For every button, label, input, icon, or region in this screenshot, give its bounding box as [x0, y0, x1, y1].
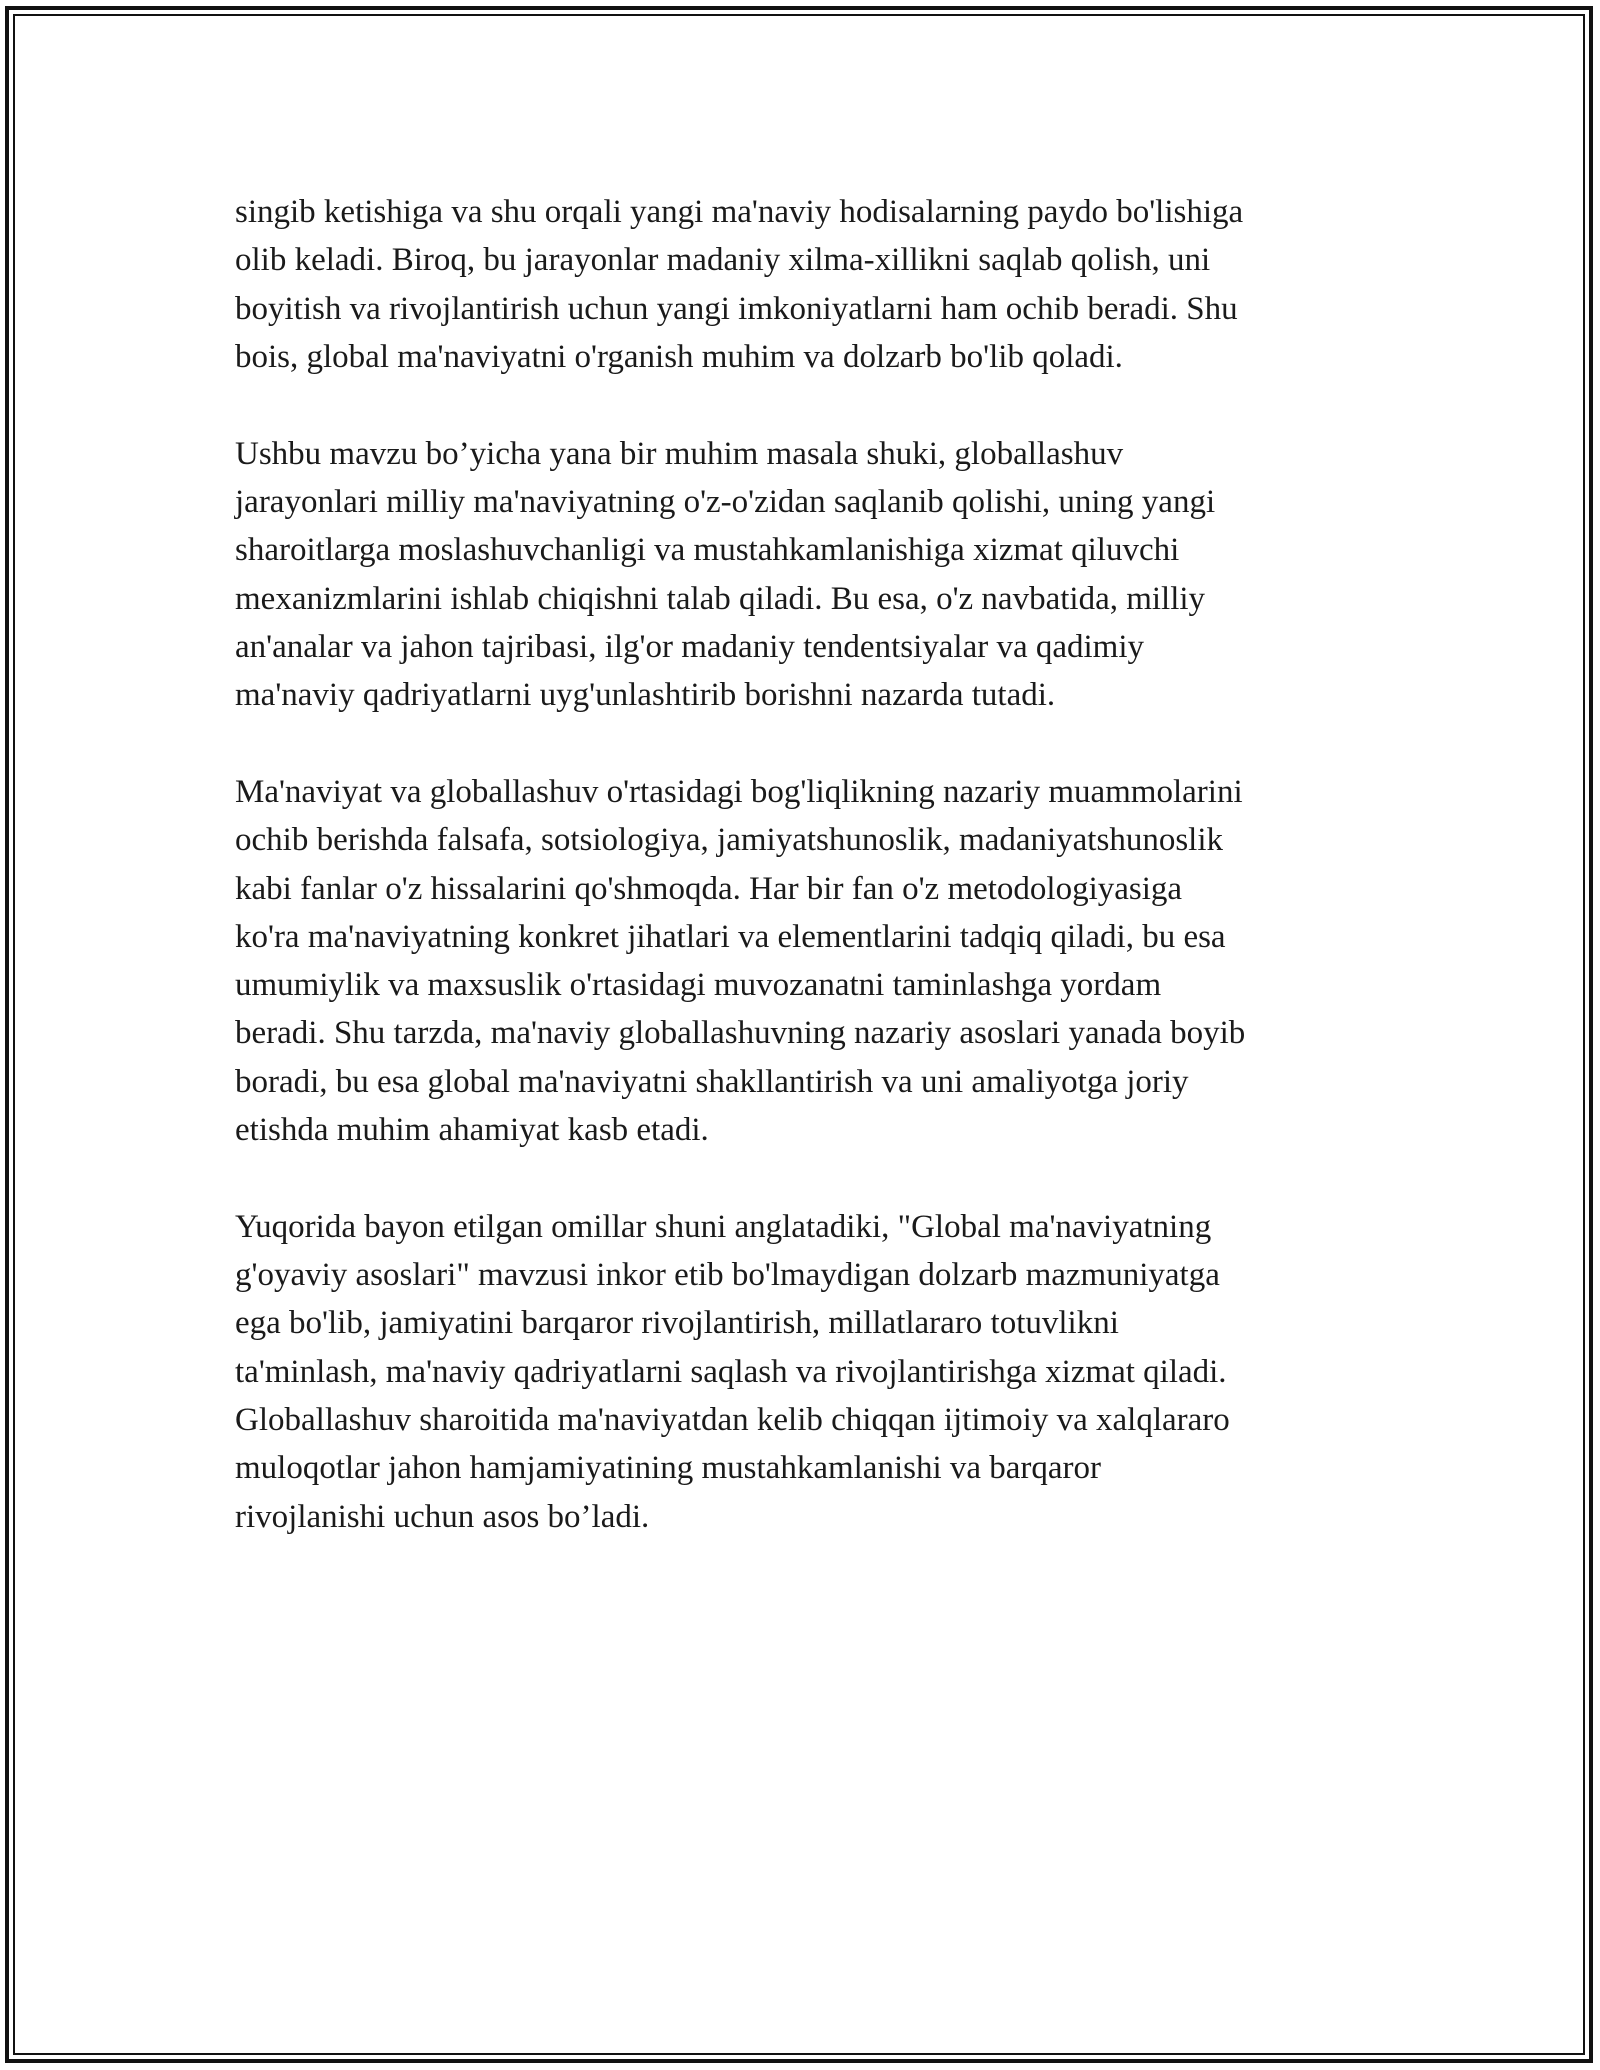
paragraph-2: Ushbu mavzu bo’yicha yana bir muhim masala shuki, globallashuv jarayonlari milliy ma'naviyatning o'z-o'zidan saqlanib qolishi, uning yangi sharoitlarga moslashuvchanligi va mustahkamlanishiga xizmat qiluvchi mexanizmlarini ishlab chiqishni talab qiladi. Bu esa, o'z navbatida, milliy an'analar va jahon tajribasi, ilg'or madaniy tendentsiyalar va qadimiy ma'naviy qadriyatlarni uyg'unlashtirib borishni nazarda tutadi.	[235, 435, 1216, 714]
paragraph-4: Yuqorida bayon etilgan omillar shuni anglatadiki, "Global ma'naviyatning g'oyaviy asoslari" mavzusi inkor etib bo'lmaydigan dolzarb mazmuniyatga ega bo'lib, jamiyatini barqaror rivojlantirish, millatlararo totuvlikni ta'minlash, ma'naviy qadriyatlarni saqlash va rivojlantirishga xizmat qiladi. Globallashuv sharoitida ma'naviyatdan kelib chiqqan ijtimoiy va xalqlararo muloqotlar jahon hamjamiyatining mustahkamlanishi va barqaror rivojlanishi uchun asos bo’ladi.	[235, 1208, 1230, 1535]
document-body	[235, 188, 1370, 1589]
paragraph-1: singib ketishiga va shu orqali yangi ma'naviy hodisalarning paydo bo'lishiga olib keladi. Biroq, bu jarayonlar madaniy xilma-xillikni saqlab qolish, uni boyitish va rivojlantirish uchun yangi imkoniyatlarni ham ochib beradi. Shu bois, global ma'naviyatni o'rganish muhim va dolzarb bo'lib qoladi.	[235, 194, 1244, 375]
paragraph-3: Ma'naviyat va globallashuv o'rtasidagi bog'liqlikning nazariy muammolarini ochib berishda falsafa, sotsiologiya, jamiyatshunoslik, madaniyatshunoslik kabi fanlar o'z hissalarini qo'shmoqda. Har bir fan o'z metodologiyasiga ko'ra ma'naviyatning konkret jihatlari va elementlarini tadqiq qiladi, bu esa umumiylik va maxsuslik o'rtasidagi muvozanatni taminlashga yordam beradi. Shu tarzda, ma'naviy globallashuvning nazariy asoslari yanada boyib boradi, bu esa global ma'naviyatni shakllantirish va uni amaliyotga joriy etishda muhim ahamiyat kasb etadi.	[235, 773, 1246, 1149]
